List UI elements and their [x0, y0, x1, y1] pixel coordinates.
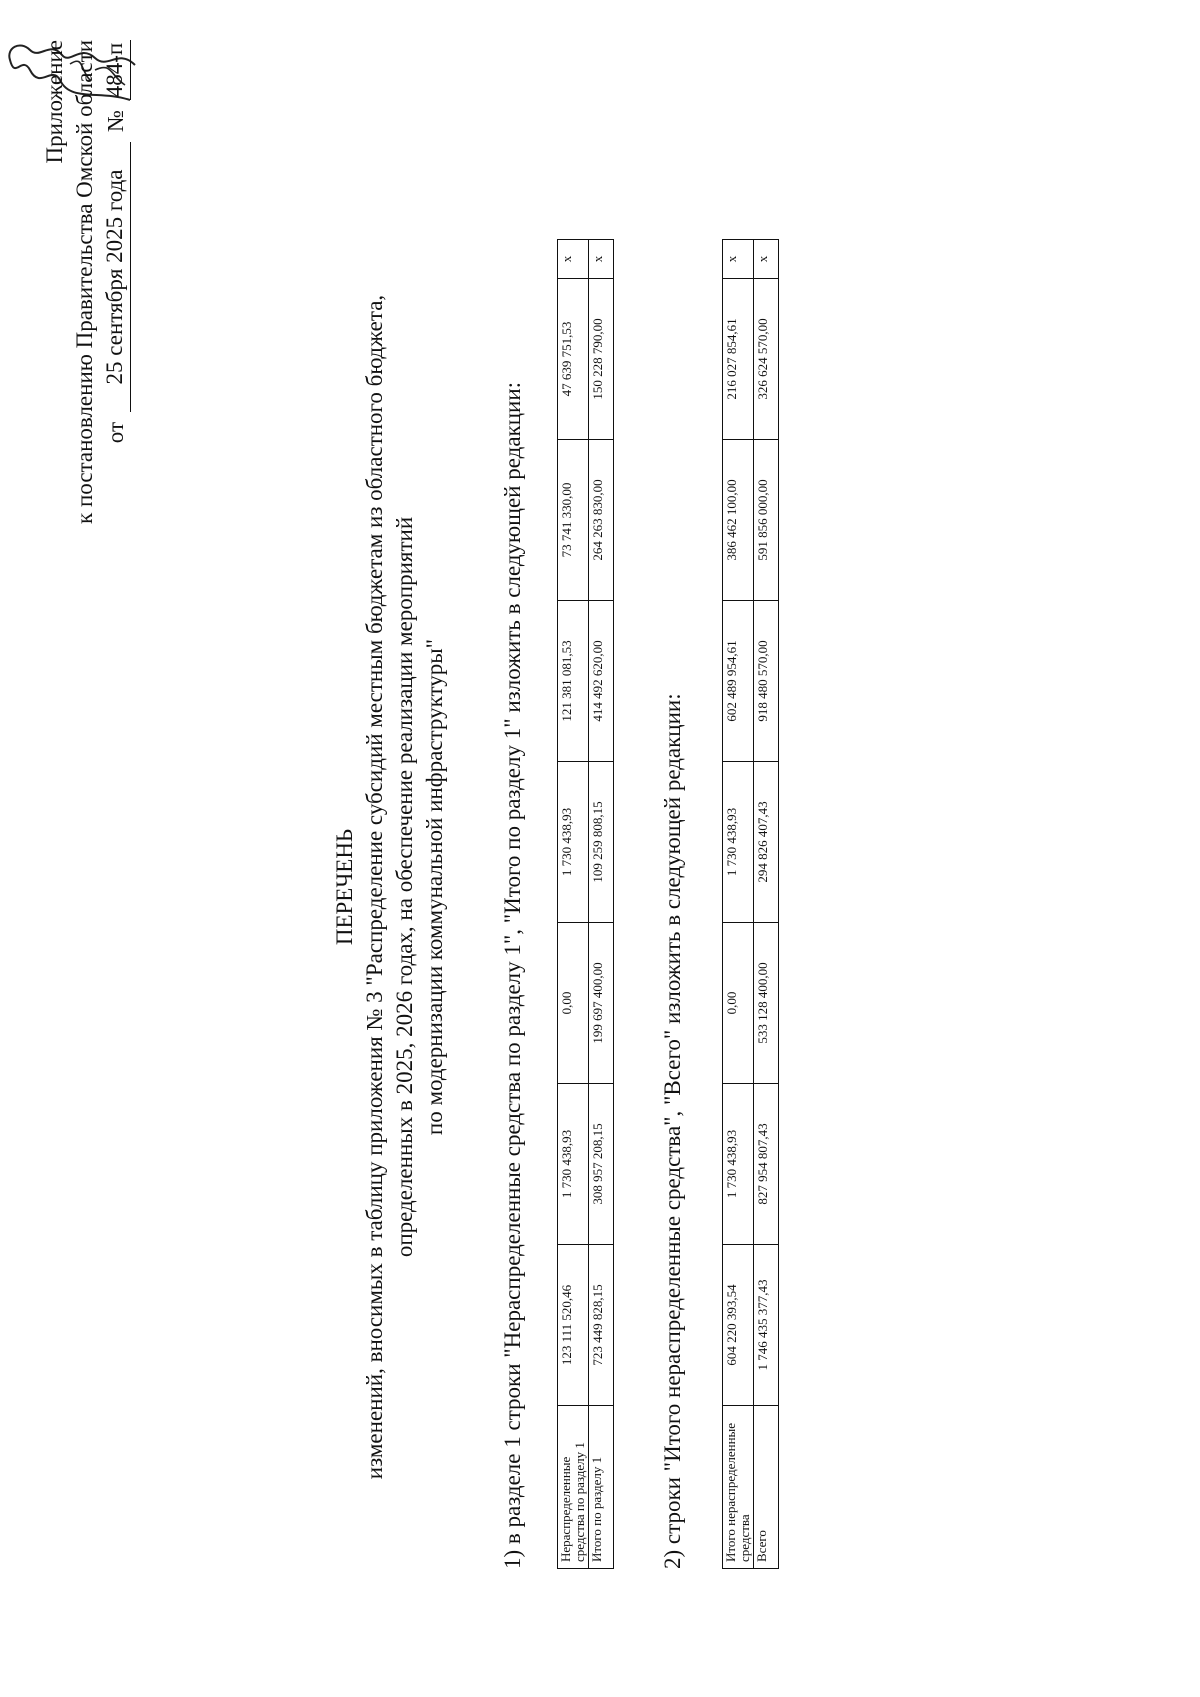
section-1-table [557, 239, 614, 1569]
table-cell: 1 746 435 377,43 [754, 1245, 779, 1406]
title-line-2: определенных в 2025, 2026 годах, на обеспечение реализации мероприятий [392, 516, 417, 1258]
table-cell: 602 489 954,61 [723, 601, 754, 762]
table-cell: 533 128 400,00 [754, 923, 779, 1084]
table-cell: 294 826 407,43 [754, 762, 779, 923]
table-cell-x: x [754, 240, 779, 279]
table-cell: 723 449 828,15 [589, 1245, 614, 1406]
table-cell: 604 220 393,54 [723, 1245, 754, 1406]
table-cell: 199 697 400,00 [589, 923, 614, 1084]
row-label: Итого нераспределенные средства [723, 1406, 754, 1569]
section-2-table [722, 239, 779, 1569]
table-cell: 47 639 751,53 [558, 279, 589, 440]
table-cell: 414 492 620,00 [589, 601, 614, 762]
title-line-1: изменений, вносимых в таблицу приложения № 3 "Распределение субсидий местным бюджетам из областного бюджета, [362, 294, 387, 1480]
appendix-header [40, 40, 131, 560]
table-cell-x: x [589, 240, 614, 279]
table-cell: 150 228 790,00 [589, 279, 614, 440]
appendix-date-number [100, 40, 131, 560]
row-label: Нераспределенные средства по разделу 1 [558, 1406, 589, 1569]
table-row [723, 240, 754, 1569]
table-row [754, 240, 779, 1569]
appendix-title: Приложение [42, 40, 67, 164]
resolution-date: 25 сентября 2025 года [100, 142, 131, 412]
table-cell: 109 259 808,15 [589, 762, 614, 923]
table-cell: 827 954 807,43 [754, 1084, 779, 1245]
table-cell: 73 741 330,00 [558, 440, 589, 601]
row-label: Итого по разделу 1 [589, 1406, 614, 1569]
table-cell: 918 480 570,00 [754, 601, 779, 762]
section-2-text: 2) строки "Итого нераспределенные средства", "Всего" изложить в следующей редакции: [660, 693, 685, 1569]
table-cell-x: x [723, 240, 754, 279]
table-cell: 308 957 208,15 [589, 1084, 614, 1245]
table-row [558, 240, 589, 1569]
table-cell: 216 027 854,61 [723, 279, 754, 440]
table-cell: 1 730 438,93 [558, 762, 589, 923]
number-label: № [103, 110, 128, 132]
table-cell: 0,00 [723, 923, 754, 1084]
appendix-resolution: к постановлению Правительства Омской области [72, 40, 97, 524]
table-cell: 326 624 570,00 [754, 279, 779, 440]
document-title [330, 247, 450, 1527]
table-cell: 591 856 000,00 [754, 440, 779, 601]
table-row [589, 240, 614, 1569]
section-1-text: 1) в разделе 1 строки "Нераспределенные средства по разделу 1", "Итого по разделу 1" изложить в следующей редакции: [500, 381, 525, 1569]
table-cell: 1 730 438,93 [723, 1084, 754, 1245]
resolution-number: 484-п [100, 40, 131, 100]
table-cell-x: x [558, 240, 589, 279]
table-cell: 1 730 438,93 [723, 762, 754, 923]
row-label: Всего [754, 1406, 779, 1569]
table-cell: 121 381 081,53 [558, 601, 589, 762]
table-cell: 386 462 100,00 [723, 440, 754, 601]
table-cell: 1 730 438,93 [558, 1084, 589, 1245]
title-line-3: по модернизации коммунальной инфраструктуры" [422, 638, 447, 1136]
table-cell: 264 263 830,00 [589, 440, 614, 601]
title-heading: ПЕРЕЧЕНЬ [332, 828, 357, 946]
from-label: от [103, 421, 128, 444]
table-cell: 0,00 [558, 923, 589, 1084]
table-cell: 123 111 520,46 [558, 1245, 589, 1406]
